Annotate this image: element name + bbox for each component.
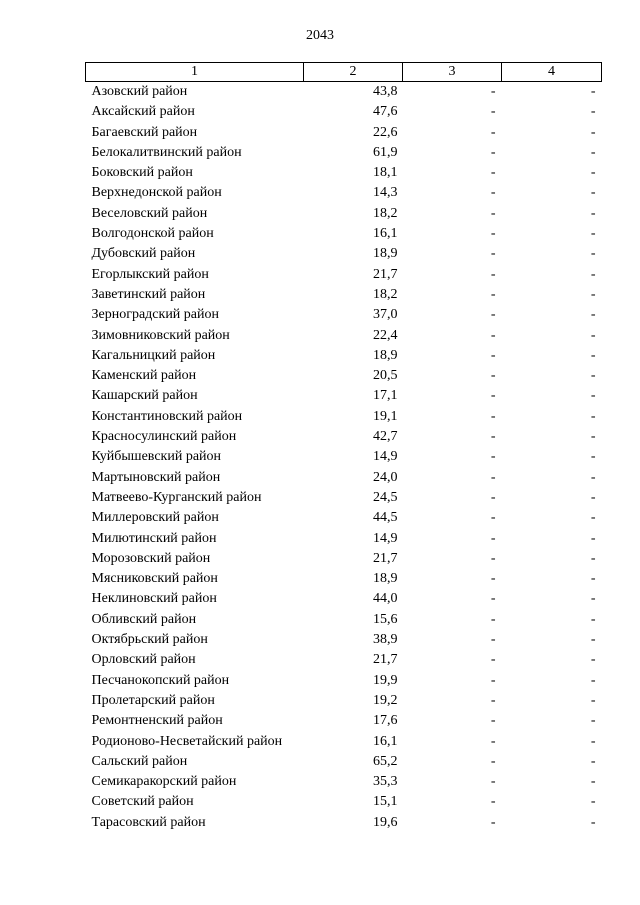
column-3-cell: - [490,124,496,140]
value-cell: 35,3 [373,774,398,790]
table-row [86,468,602,488]
district-name-cell: Мартыновский район [91,469,221,485]
table-row [86,326,602,346]
district-name-cell: Заветинский район [91,286,206,302]
district-name-cell: Тарасовский район [91,814,206,830]
table-row [86,204,602,224]
table-row [86,732,602,752]
value-cell: 18,2 [373,205,398,221]
value-cell: 17,6 [373,713,398,729]
value-cell: 22,4 [373,327,398,343]
column-3-cell: - [490,530,496,546]
table-row [86,813,602,833]
table-header [86,63,602,82]
column-4-cell: - [590,753,596,769]
value-cell: 19,2 [373,692,398,708]
column-4-cell: - [590,246,596,262]
column-3-cell: - [490,84,496,99]
column-4-cell: - [590,347,596,363]
column-3-cell: - [490,489,496,505]
value-cell: 15,6 [373,611,398,627]
value-cell: 19,1 [373,408,398,424]
district-name-cell: Советский район [91,794,194,810]
district-name-cell: Константиновский район [91,408,243,424]
value-cell: 21,7 [373,550,398,566]
value-cell: 14,9 [373,530,398,546]
table-row [86,589,602,609]
column-header-1: 1 [86,63,304,82]
district-name-cell: Ремонтненский район [91,713,223,729]
district-name-cell: Милютинский район [91,530,217,546]
value-cell: 61,9 [373,144,398,160]
table-row [86,772,602,792]
district-name-cell: Октябрьский район [91,632,208,648]
value-cell: 37,0 [373,307,398,323]
value-cell: 21,7 [373,652,398,668]
district-name-cell: Морозовский район [91,550,211,566]
column-3-cell: - [490,388,496,404]
column-4-cell: - [590,469,596,485]
district-name-cell: Азовский район [91,84,188,99]
table-row [86,610,602,630]
column-4-cell: - [590,713,596,729]
value-cell: 16,1 [373,226,398,242]
column-4-cell: - [590,429,596,445]
column-4-cell: - [590,388,596,404]
column-3-cell: - [490,408,496,424]
district-name-cell: Сальский район [91,753,188,769]
district-name-cell: Куйбышевский район [91,449,222,465]
column-3-cell: - [490,368,496,384]
value-cell: 14,3 [373,185,398,201]
column-4-cell: - [590,774,596,790]
column-4-cell: - [590,368,596,384]
column-4-cell: - [590,611,596,627]
column-4-cell: - [590,84,596,99]
district-name-cell: Родионово-Несветайский район [91,733,283,749]
value-cell: 47,6 [373,104,398,120]
district-name-cell: Зимовниковский район [91,327,230,343]
district-name-cell: Багаевский район [91,124,198,140]
table-row [86,427,602,447]
column-4-cell: - [590,449,596,465]
value-cell: 65,2 [373,753,398,769]
column-4-cell: - [590,550,596,566]
table-row [86,630,602,650]
column-4-cell: - [590,286,596,302]
district-name-cell: Обливский район [91,611,197,627]
value-cell: 18,1 [373,165,398,181]
column-3-cell: - [490,205,496,221]
table-row [86,711,602,731]
column-4-cell: - [590,632,596,648]
district-name-cell: Пролетарский район [91,692,215,708]
value-cell: 43,8 [373,84,398,99]
column-3-cell: - [490,510,496,526]
column-4-cell: - [590,489,596,505]
column-4-cell: - [590,571,596,587]
district-name-cell: Зерноградский район [91,307,219,323]
district-name-cell: Красносулинский район [91,429,237,445]
column-3-cell: - [490,286,496,302]
column-4-cell: - [590,124,596,140]
value-cell: 42,7 [373,429,398,445]
column-3-cell: - [490,794,496,810]
column-3-cell: - [490,774,496,790]
column-header-2: 2 [304,63,403,82]
value-cell: 15,1 [373,794,398,810]
table-row [86,508,602,528]
district-name-cell: Орловский район [91,652,196,668]
table-row [86,346,602,366]
column-4-cell: - [590,226,596,242]
column-4-cell: - [590,205,596,221]
column-4-cell: - [590,672,596,688]
column-4-cell: - [590,814,596,830]
column-4-cell: - [590,104,596,120]
column-4-cell: - [590,408,596,424]
column-3-cell: - [490,632,496,648]
column-3-cell: - [490,307,496,323]
column-4-cell: - [590,327,596,343]
column-4-cell: - [590,692,596,708]
column-3-cell: - [490,449,496,465]
column-4-cell: - [590,165,596,181]
column-3-cell: - [490,652,496,668]
table-row [86,691,602,711]
value-cell: 21,7 [373,266,398,282]
district-name-cell: Веселовский район [91,205,208,221]
column-3-cell: - [490,672,496,688]
table-row [86,183,602,203]
district-name-cell: Миллеровский район [91,510,219,526]
column-3-cell: - [490,814,496,830]
table-row [86,792,602,812]
column-4-cell: - [590,591,596,607]
district-name-cell: Кашарский район [91,388,198,404]
column-4-cell: - [590,266,596,282]
table-row [86,447,602,467]
district-name-cell: Боковский район [91,165,193,181]
district-name-cell: Семикаракорский район [91,774,237,790]
column-3-cell: - [490,226,496,242]
value-cell: 19,9 [373,672,398,688]
column-4-cell: - [590,307,596,323]
column-3-cell: - [490,144,496,160]
table-row [86,123,602,143]
table-row [86,224,602,244]
value-cell: 44,5 [373,510,398,526]
table-row [86,285,602,305]
header-row [86,63,602,82]
table-body [86,82,602,833]
column-4-cell: - [590,144,596,160]
district-name-cell: Дубовский район [91,246,196,262]
column-3-cell: - [490,429,496,445]
value-cell: 22,6 [373,124,398,140]
column-3-cell: - [490,347,496,363]
district-name-cell: Верхнедонской район [91,185,222,201]
column-3-cell: - [490,246,496,262]
column-header-4: 4 [502,63,602,82]
table-row [86,163,602,183]
value-cell: 16,1 [373,733,398,749]
value-cell: 18,2 [373,286,398,302]
district-name-cell: Песчанокопский район [91,672,230,688]
table-row [86,244,602,264]
value-cell: 17,1 [373,388,398,404]
table-row [86,366,602,386]
table-row [86,305,602,325]
column-3-cell: - [490,611,496,627]
value-cell: 38,9 [373,632,398,648]
page-number: 2043 [306,28,334,43]
value-cell: 18,9 [373,571,398,587]
district-name-cell: Белокалитвинский район [91,144,242,160]
district-name-cell: Каменский район [91,368,197,384]
table-row [86,407,602,427]
table-row [86,569,602,589]
value-cell: 44,0 [373,591,398,607]
value-cell: 24,0 [373,469,398,485]
table-row [86,82,602,103]
column-3-cell: - [490,692,496,708]
column-4-cell: - [590,530,596,546]
value-cell: 24,5 [373,489,398,505]
table-row [86,386,602,406]
data-table [85,62,602,833]
table-row [86,488,602,508]
column-3-cell: - [490,185,496,201]
value-cell: 18,9 [373,347,398,363]
column-3-cell: - [490,165,496,181]
column-3-cell: - [490,753,496,769]
value-cell: 14,9 [373,449,398,465]
district-name-cell: Матвеево-Курганский район [91,489,262,505]
value-cell: 19,6 [373,814,398,830]
table-row [86,549,602,569]
district-name-cell: Мясниковский район [91,571,218,587]
table-row [86,650,602,670]
column-3-cell: - [490,104,496,120]
value-cell: 20,5 [373,368,398,384]
table-row [86,143,602,163]
district-name-cell: Аксайский район [91,104,195,120]
column-3-cell: - [490,469,496,485]
column-4-cell: - [590,652,596,668]
column-3-cell: - [490,713,496,729]
table-row [86,752,602,772]
column-3-cell: - [490,327,496,343]
column-4-cell: - [590,794,596,810]
column-4-cell: - [590,185,596,201]
district-name-cell: Волгодонской район [91,226,214,242]
table-row [86,671,602,691]
column-4-cell: - [590,510,596,526]
column-3-cell: - [490,266,496,282]
column-4-cell: - [590,733,596,749]
column-3-cell: - [490,571,496,587]
column-3-cell: - [490,550,496,566]
value-cell: 18,9 [373,246,398,262]
table-row [86,265,602,285]
table-row [86,529,602,549]
district-name-cell: Неклиновский район [91,591,217,607]
column-3-cell: - [490,733,496,749]
district-name-cell: Егорлыкский район [91,266,209,282]
table-row [86,102,602,122]
district-name-cell: Кагальницкий район [91,347,216,363]
column-header-3: 3 [403,63,502,82]
column-3-cell: - [490,591,496,607]
